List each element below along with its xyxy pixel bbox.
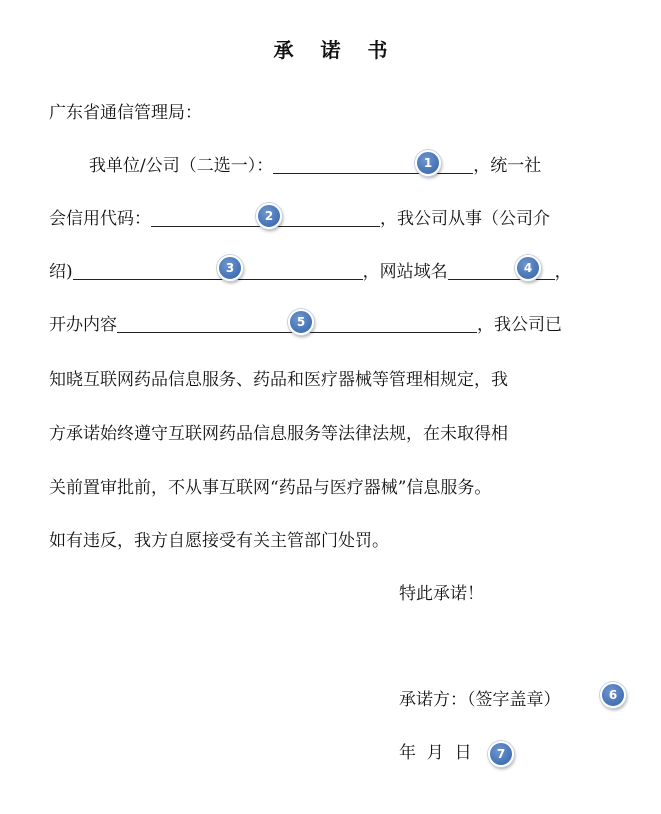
company-name-blank[interactable] xyxy=(273,155,473,174)
domain-label: ，网站域名 xyxy=(362,262,448,282)
paragraph-line-3 xyxy=(49,261,572,283)
business-intro-label: ，我公司从事（公司介 xyxy=(380,209,550,229)
marker-2-icon: 2 xyxy=(256,203,282,229)
marker-7-icon: 7 xyxy=(488,741,514,767)
date-line: 年 月 日 xyxy=(399,743,472,763)
marker-3-icon: 3 xyxy=(217,255,243,281)
paragraph-line-6: 方承诺始终遵守互联网药品信息服务等法律法规，在未取得相 xyxy=(49,424,508,444)
closing-statement: 特此承诺！ xyxy=(399,584,484,604)
awareness-start: ，我公司已 xyxy=(477,315,562,335)
marker-5-icon: 5 xyxy=(288,309,314,335)
paragraph-line-2 xyxy=(49,208,550,230)
credit-code-label-start: ，统一社 xyxy=(473,156,542,176)
paragraph-line-8: 如有违反，我方自愿接受有关主管部门处罚。 xyxy=(49,531,389,551)
paragraph-line-5: 知晓互联网药品信息服务、药品和医疗器械等管理相规定，我 xyxy=(49,370,508,390)
credit-code-label: 会信用代码： xyxy=(49,209,151,229)
content-label: 开办内容 xyxy=(49,315,117,335)
business-intro-label-end: 绍) xyxy=(49,262,73,282)
signatory-line: 承诺方：（签字盖章） xyxy=(399,690,561,710)
marker-4-icon: 4 xyxy=(515,255,541,281)
document-title: 承 诺 书 xyxy=(273,38,398,62)
paragraph-line-7: 关前置审批前，不从事互联网“药品与医疗器械”信息服务。 xyxy=(49,478,492,498)
paragraph-line-1 xyxy=(89,155,541,177)
addressee: 广东省通信管理局： xyxy=(49,103,202,123)
domain-comma: ， xyxy=(554,262,572,282)
company-type-label: 我单位/公司（二选一）： xyxy=(89,156,274,176)
marker-1-icon: 1 xyxy=(415,150,441,176)
marker-6-icon: 6 xyxy=(600,682,626,708)
